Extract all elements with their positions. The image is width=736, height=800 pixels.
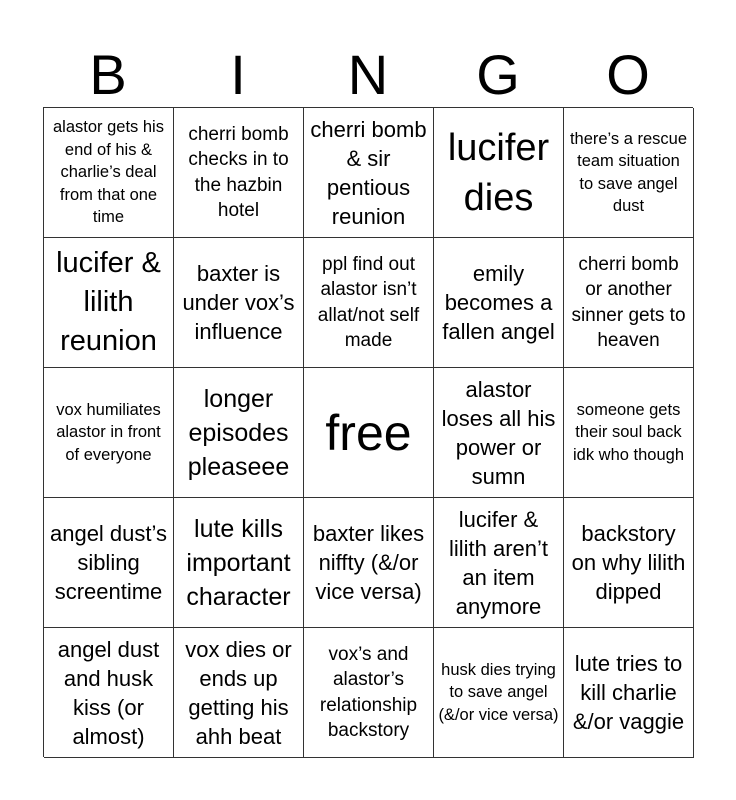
free-space-cell[interactable]: free <box>304 368 434 498</box>
bingo-cell[interactable]: cherri bomb checks in to the hazbin hotel <box>174 108 304 238</box>
bingo-cell[interactable]: cherri bomb & sir pentious reunion <box>304 108 434 238</box>
bingo-cell[interactable]: lute kills important character <box>174 498 304 628</box>
bingo-cell[interactable]: vox’s and alastor’s relationship backstory <box>304 628 434 758</box>
bingo-cell[interactable]: husk dies trying to save angel (&/or vice versa) <box>434 628 564 758</box>
bingo-cell[interactable]: lute tries to kill charlie &/or vaggie <box>564 628 694 758</box>
bingo-cell[interactable]: vox dies or ends up getting his ahh beat <box>174 628 304 758</box>
header-letter-b: B <box>89 43 127 106</box>
bingo-cell[interactable]: ppl find out alastor isn’t allat/not self made <box>304 238 434 368</box>
bingo-cell[interactable]: baxter likes niffty (&/or vice versa) <box>304 498 434 628</box>
bingo-header <box>43 44 693 106</box>
header-letter-o: O <box>606 43 650 106</box>
bingo-cell[interactable]: there’s a rescue team situation to save angel dust <box>564 108 694 238</box>
bingo-cell[interactable]: baxter is under vox’s influence <box>174 238 304 368</box>
bingo-cell[interactable]: alastor loses all his power or sumn <box>434 368 564 498</box>
header-letter-g: G <box>476 43 520 106</box>
header-letter-n: N <box>347 43 389 106</box>
bingo-cell[interactable]: angel dust’s sibling screentime <box>44 498 174 628</box>
bingo-cell[interactable]: someone gets their soul back idk who though <box>564 368 694 498</box>
bingo-cell[interactable]: lucifer dies <box>434 108 564 238</box>
bingo-cell[interactable]: vox humiliates alastor in front of everyone <box>44 368 174 498</box>
bingo-cell[interactable]: angel dust and husk kiss (or almost) <box>44 628 174 758</box>
bingo-cell[interactable]: longer episodes pleaseee <box>174 368 304 498</box>
bingo-cell[interactable]: cherri bomb or another sinner gets to heaven <box>564 238 694 368</box>
bingo-cell[interactable]: emily becomes a fallen angel <box>434 238 564 368</box>
bingo-cell[interactable]: alastor gets his end of his & charlie’s deal from that one time <box>44 108 174 238</box>
bingo-cell[interactable]: lucifer & lilith reunion <box>44 238 174 368</box>
bingo-cell[interactable]: lucifer & lilith aren’t an item anymore <box>434 498 564 628</box>
bingo-grid <box>43 107 693 757</box>
bingo-cell[interactable]: backstory on why lilith dipped <box>564 498 694 628</box>
header-letter-i: I <box>230 43 246 106</box>
